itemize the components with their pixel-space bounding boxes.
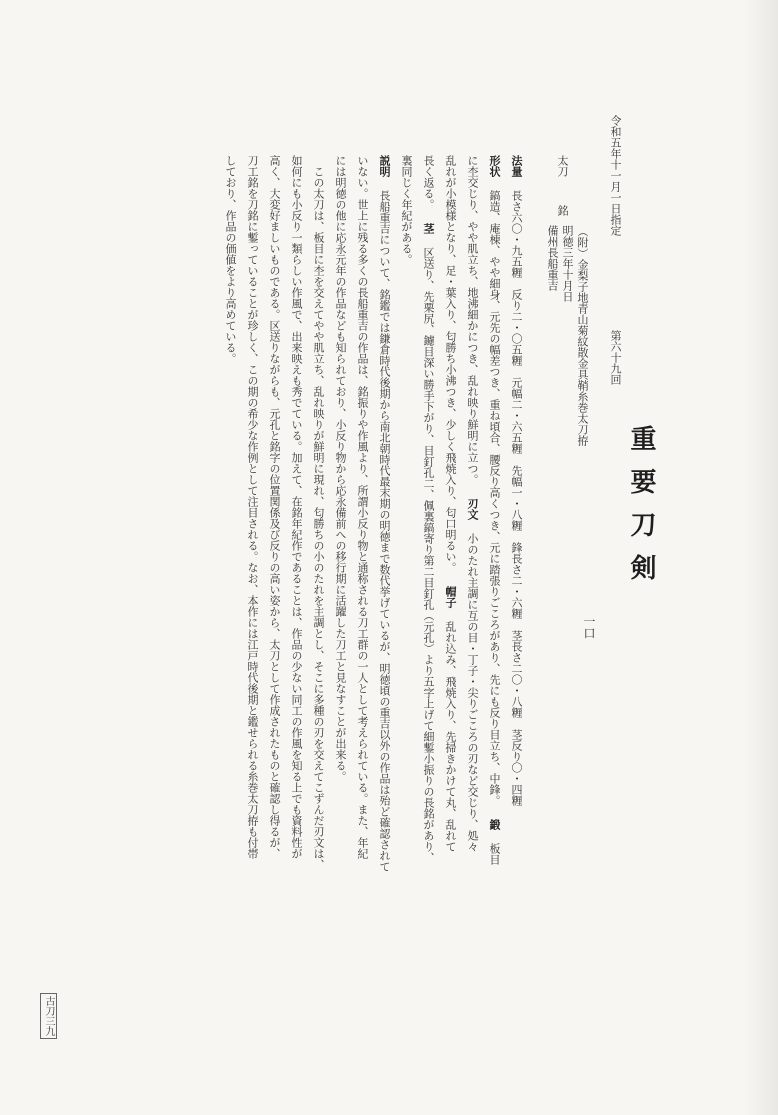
setsumei-line-8: しており、作品の価値をより高めている。 (224, 155, 237, 364)
keijo-label: 形状 (488, 155, 501, 177)
setsumei-line-2: いない。世上に残る多くの長船重吉の作品は、銘振りや作風より、所謂小反り物と通称される刀工群の一人として考えられている。また、年紀 (356, 155, 369, 859)
jigane-text: に杢交じり、やや肌立ち、地沸細かにつき、乱れ映り鮮明に立つ。 (466, 155, 479, 485)
page-edge-shadow (744, 0, 778, 1115)
nakago-text: 区送り、先栗尻、鑢目深い勝手下がり、目釘孔二、佩裏鎬寄り第二目釘孔（元孔）より五字上げて細鏨小振りの長銘があり、 (422, 247, 435, 863)
nakago-label: 茎 (422, 223, 435, 234)
body-line-3 (442, 155, 458, 852)
setsumei-line-1 (376, 155, 392, 872)
page-number: 古刀三九 (40, 993, 57, 1039)
setsumei-line-4: この太刀は、板目に杢を交えてやや肌立ち、乱れ映りが鮮明に現れ、匂勝ちの小のたれを主調とし、そこに多種の刃を交えてこずんだ刃文は、 (312, 166, 325, 870)
kitae-label: 鍛 (488, 819, 501, 830)
setsumei-line-5: 如何にも小反り一類らしい作風で、出来映えも秀でている。加えて、在銘年紀作であることは、作品の少ない同工の作風を知る上でも資料性が (290, 155, 303, 859)
hamon-label: 刃文 (466, 498, 479, 520)
item-count: 一口 (582, 615, 596, 639)
setsumei-line-6: 高く、大変好ましいものである。区送りながらも、元孔と銘字の位置関係及び反りの高い姿から、太刀として作成されたものと確認し得るが、 (268, 155, 281, 859)
hoho-text: 長さ六〇・九五糎 反り二・〇五糎 元幅二・六五糎 先幅一・八糎 鋒長さ二・六糎 茎長さ二〇・八糎 茎反り〇・四糎 (510, 190, 523, 806)
document-title: 重要刀剣 (626, 425, 656, 597)
designation-date: 令和五年十一月一日指定 (609, 115, 622, 236)
hamon-detail-text: 乱れが小模様となり、足・葉入り、匂勝ち小沸つき、少しく飛焼入り、匂口明るい。 (444, 155, 457, 573)
kitae-text: 板目 (488, 843, 501, 865)
setsumei-line-3: には明徳の他に応永元年の作品なども知られており、小反り物から応永備前への移行期に活躍した刀工と見なすことが出来る。 (334, 155, 347, 782)
setsumei-text-1: 長船重吉について、銘鑑では鎌倉時代後期から南北朝時代最末期の明徳まで数代挙げているが、明徳頃の重吉以外の作品は殆ど確認されて (378, 190, 391, 872)
hoho-label: 法量 (510, 155, 523, 177)
boshi-text: 乱れ込み、飛焼入り、先掃きかけて丸、乱れて (444, 621, 457, 852)
body-line-4 (420, 155, 436, 863)
item-type: 太刀 (556, 155, 569, 177)
setsumei-line-7: 刀工銘を刀銘に鏨っていることが珍しく、この期の希少な作例として注目される。なお、本作には江戸時代後期と鑑せられる糸巻太刀拵も付帯 (246, 155, 259, 859)
fitting-description: （附）金梨子地青山菊紋散金具鞘糸巻太刀拵 (576, 226, 589, 446)
inscription-front: 備州長船重吉 (546, 225, 559, 291)
session-number: 第六十九回 (609, 330, 622, 385)
mei-label: 銘 (556, 205, 569, 216)
body-line-5: 裏同じく年紀がある。 (400, 155, 413, 265)
keijo-line (486, 155, 502, 865)
boshi-label: 帽子 (444, 586, 457, 608)
setsumei-label: 説明 (378, 155, 391, 177)
boshi-end-text: 長く返る。 (422, 155, 435, 210)
hoho-line (508, 155, 524, 806)
keijo-text: 鎬造、庵棟、やや細身、元先の幅差つき、重ね頃合、腰反り高くつき、元に踏張りごころがあり、先にも反り目立ち、中鋒。 (488, 190, 501, 806)
hamon-text: 小のたれ主調に互の目・丁子・尖りごころの刃など交じり、処々 (466, 533, 479, 852)
body-line-2 (464, 155, 480, 852)
inscription-back: 明徳三年十月日 (561, 225, 574, 302)
